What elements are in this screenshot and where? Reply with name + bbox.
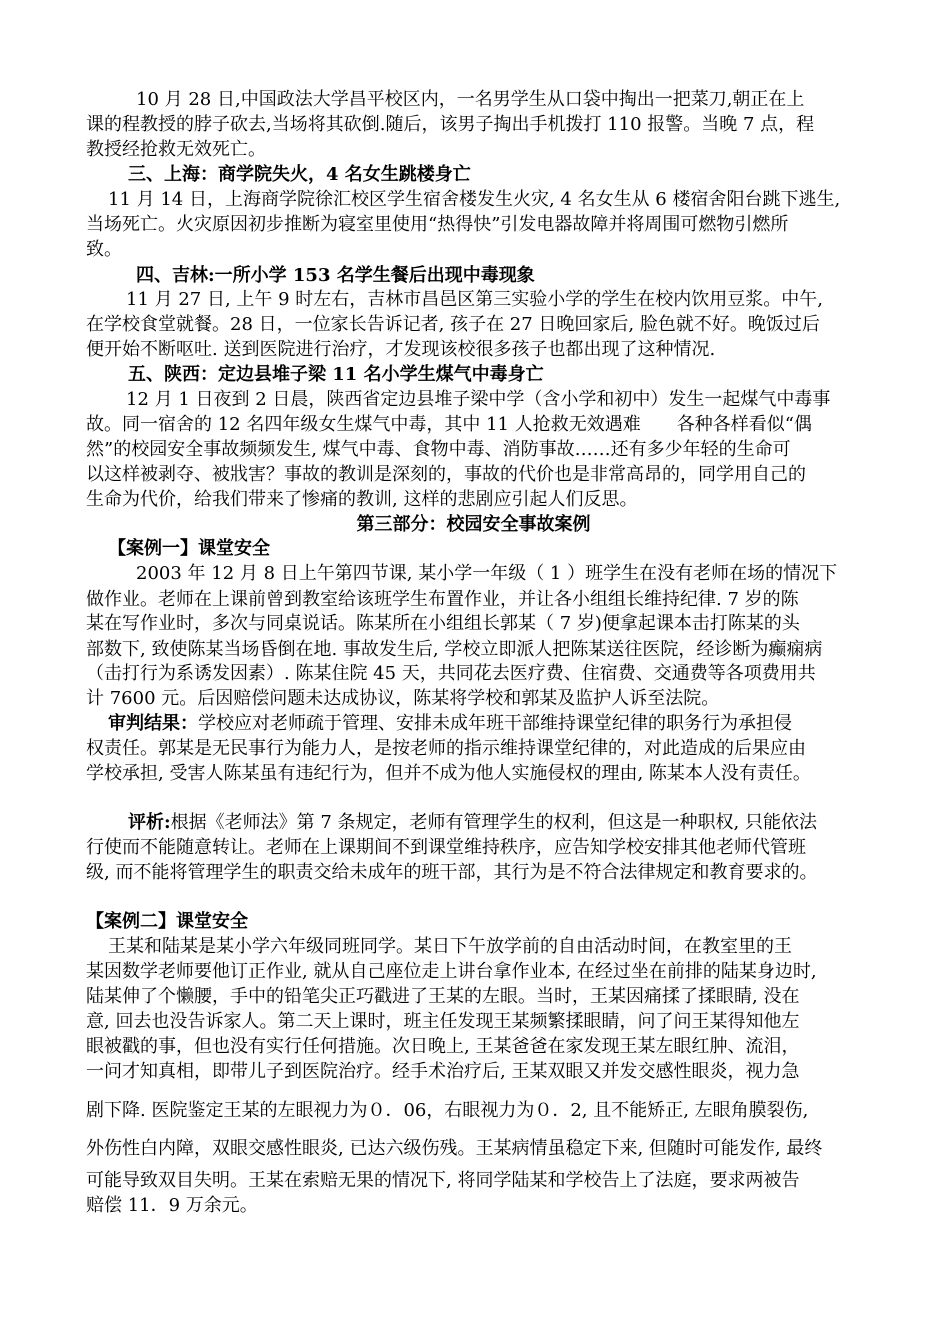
line-text: 【案例二】课堂安全 bbox=[86, 911, 248, 932]
line-text: 根据《老师法》第 7 条规定，老师有管理学生的权利，但这是一种职权, 只能依法 bbox=[170, 812, 817, 833]
line-text: 课的程教授的脖子砍去,当场将其砍倒.随后，该男子掏出手机拨打 110 报警。当晚 7 点，程 bbox=[86, 114, 815, 135]
line-text: 陆某伸了个懒腰，手中的铅笔尖正巧戳进了王某的左眼。当时，王某因痛揉了揉眼睛, 没在 bbox=[86, 986, 800, 1007]
line-text: 当场死亡。火灾原因初步推断为寝室里使用“热得快”引发电器故障并将周围可燃物引燃所 bbox=[86, 214, 789, 235]
text-line bbox=[86, 488, 637, 512]
line-text: 王某和陆某是某小学六年级同班同学。某日下午放学前的自由活动时间，在教室里的王 bbox=[108, 936, 792, 957]
line-text: 致。 bbox=[86, 239, 122, 260]
text-line bbox=[86, 188, 840, 212]
line-text: （击打行为系诱发因素）. 陈某住院 45 天，共同花去医疗费、住宿费、交通费等各项费用共 bbox=[86, 663, 816, 684]
line-text: 某在写作业时，多次与同桌说话。陈某所在小组组长郭某（ 7 岁)便拿起课本击打陈某的头 bbox=[86, 613, 800, 634]
line-text: 故。同一宿舍的 12 名四年级女生煤气中毒，其中 11 人抢救无效遇难 各种各样看似“偶 bbox=[86, 414, 812, 435]
text-line bbox=[86, 1060, 799, 1084]
text-line bbox=[86, 313, 820, 337]
text-line bbox=[86, 811, 817, 835]
text-line bbox=[86, 836, 806, 860]
line-text: 赔偿 11．9 万余元。 bbox=[86, 1195, 258, 1216]
text-line bbox=[86, 388, 830, 412]
line-text: 做作业。老师在上课前曾到教室给该班学生布置作业，并让各小组组长维持纪律. 7 岁的陈 bbox=[86, 589, 799, 610]
lead-label: 审判结果： bbox=[108, 713, 198, 734]
line-text: 眼被戳的事，但也没有实行任何措施。次日晚上, 王某爸爸在家发现王某左眼红肿、流泪， bbox=[86, 1036, 800, 1057]
text-line bbox=[86, 1035, 799, 1059]
text-line bbox=[86, 438, 791, 462]
line-text: 2003 年 12 月 8 日上午第四节课, 某小学一年级（ 1 ）班学生在没有老师在场的情况下 bbox=[136, 563, 838, 584]
text-line bbox=[86, 1169, 799, 1193]
text-line bbox=[86, 662, 816, 686]
text-line bbox=[86, 1010, 799, 1034]
line-text: 三、上海：商学院失火，4 名女生跳楼身亡 bbox=[128, 164, 471, 185]
line-text: 部数下, 致使陈某当场昏倒在地. 事故发生后, 学校立即派人把陈某送往医院，经诊断为癫痫病 bbox=[86, 639, 823, 660]
text-line bbox=[86, 712, 792, 736]
line-text: 行使而不能随意转让。老师在上课期间不到课堂维持秩序，应告知学校安排其他老师代管班 bbox=[86, 837, 806, 858]
line-text: 某因数学老师要他订正作业, 就从自己座位走上讲台拿作业本, 在经过坐在前排的陆某身边时, bbox=[86, 961, 817, 982]
text-line bbox=[86, 238, 122, 262]
text-line bbox=[86, 935, 792, 959]
heading-line bbox=[86, 537, 270, 561]
text-line bbox=[86, 612, 800, 636]
text-line bbox=[86, 113, 814, 137]
line-text: 权责任。郭某是无民事行为能力人，是按老师的指示维持课堂纪律的，对此造成的后果应由 bbox=[86, 738, 806, 759]
text-line bbox=[86, 1099, 808, 1123]
text-line bbox=[86, 288, 823, 312]
section-heading bbox=[86, 513, 861, 537]
line-text: 10 月 28 日,中国政法大学昌平校区内，一名男学生从口袋中掏出一把菜刀,朝正在上 bbox=[136, 89, 805, 110]
text-line bbox=[86, 985, 799, 1009]
line-text: 一问才知真相，即带儿子到医院治疗。经手术治疗后, 王某双眼又并发交感性眼炎，视力急 bbox=[86, 1061, 800, 1082]
text-line bbox=[86, 762, 811, 786]
line-text: 然”的校园安全事故频频发生, 煤气中毒、食物中毒、消防事故……还有多少年轻的生命可 bbox=[86, 439, 791, 460]
text-line bbox=[86, 638, 822, 662]
line-text: 计 7600 元。后因赔偿问题未达成协议，陈某将学校和郭某及监护人诉至法院。 bbox=[86, 688, 720, 709]
line-text: 12 月 1 日夜到 2 日晨，陕西省定边县堆子梁中学（含小学和初中）发生一起煤气中毒事 bbox=[126, 389, 831, 410]
line-text: 生命为代价，给我们带来了惨痛的教训, 这样的悲剧应引起人们反思。 bbox=[86, 489, 638, 510]
line-text: 以这样被剥夺、被戕害？事故的教训是深刻的，事故的代价也是非常高昂的，同学用自己的 bbox=[86, 464, 806, 485]
text-line bbox=[86, 338, 715, 362]
line-text: 四、吉林:一所小学 153 名学生餐后出现中毒现象 bbox=[136, 265, 535, 286]
text-line bbox=[86, 88, 804, 112]
line-text: 学校应对老师疏于管理、安排未成年班干部维持课堂纪律的职务行为承担侵 bbox=[198, 713, 792, 734]
text-line bbox=[86, 562, 837, 586]
text-line bbox=[86, 1194, 258, 1218]
line-text: 外伤性白内障，双眼交感性眼炎, 已达六级伤残。王某病情虽稳定下来, 但随时可能发作, 最终 bbox=[86, 1138, 823, 1159]
heading-line bbox=[86, 264, 535, 288]
line-text: 便开始不断呕吐. 送到医院进行治疗，才发现该校很多孩子也都出现了这种情况. bbox=[86, 339, 716, 360]
line-text: 意, 回去也没告诉家人。第二天上课时，班主任发现王某频繁揉眼睛，问了问王某得知他左 bbox=[86, 1011, 800, 1032]
text-line bbox=[86, 687, 719, 711]
heading-line bbox=[86, 363, 544, 387]
line-text: 在学校食堂就餐。28 日，一位家长告诉记者, 孩子在 27 日晚回家后, 脸色就不好。晚饭过后 bbox=[86, 314, 820, 335]
line-text: 11 月 27 日, 上午 9 时左右，吉林市昌邑区第三实验小学的学生在校内饮用豆浆。中午, bbox=[126, 289, 824, 310]
line-text: 第三部分：校园安全事故案例 bbox=[356, 514, 591, 535]
line-text: 可能导致双目失明。王某在索赔无果的情况下, 将同学陆某和学校告上了法庭，要求两被告 bbox=[86, 1170, 800, 1191]
heading-line bbox=[86, 163, 471, 187]
text-line bbox=[86, 588, 799, 612]
line-text: 11 月 14 日，上海商学院徐汇校区学生宿舍楼发生火灾, 4 名女生从 6 楼宿舍阳台跳下逃生, bbox=[108, 189, 841, 210]
line-text: 【案例一】课堂安全 bbox=[108, 538, 270, 559]
line-text: 五、陕西：定边县堆子梁 11 名小学生煤气中毒身亡 bbox=[128, 364, 544, 385]
text-line bbox=[86, 737, 806, 761]
text-line bbox=[86, 1137, 822, 1161]
line-text: 学校承担, 受害人陈某虽有违纪行为，但并不成为他人实施侵权的理由, 陈某本人没有责任。 bbox=[86, 763, 811, 784]
text-line bbox=[86, 861, 817, 885]
heading-line bbox=[86, 910, 248, 934]
text-line bbox=[86, 413, 812, 437]
text-line bbox=[86, 138, 266, 162]
line-text: 教授经抢救无效死亡。 bbox=[86, 139, 266, 160]
text-line bbox=[86, 463, 806, 487]
lead-label: 评析: bbox=[128, 812, 171, 833]
line-text: 级, 而不能将管理学生的职责交给未成年的班干部，其行为是不符合法律规定和教育要求的。 bbox=[86, 862, 818, 883]
text-line bbox=[86, 960, 817, 984]
text-line bbox=[86, 213, 788, 237]
line-text: 剧下降. 医院鉴定王某的左眼视力为０．06，右眼视力为０．2, 且不能矫正, 左眼角膜裂伤, bbox=[86, 1100, 809, 1121]
